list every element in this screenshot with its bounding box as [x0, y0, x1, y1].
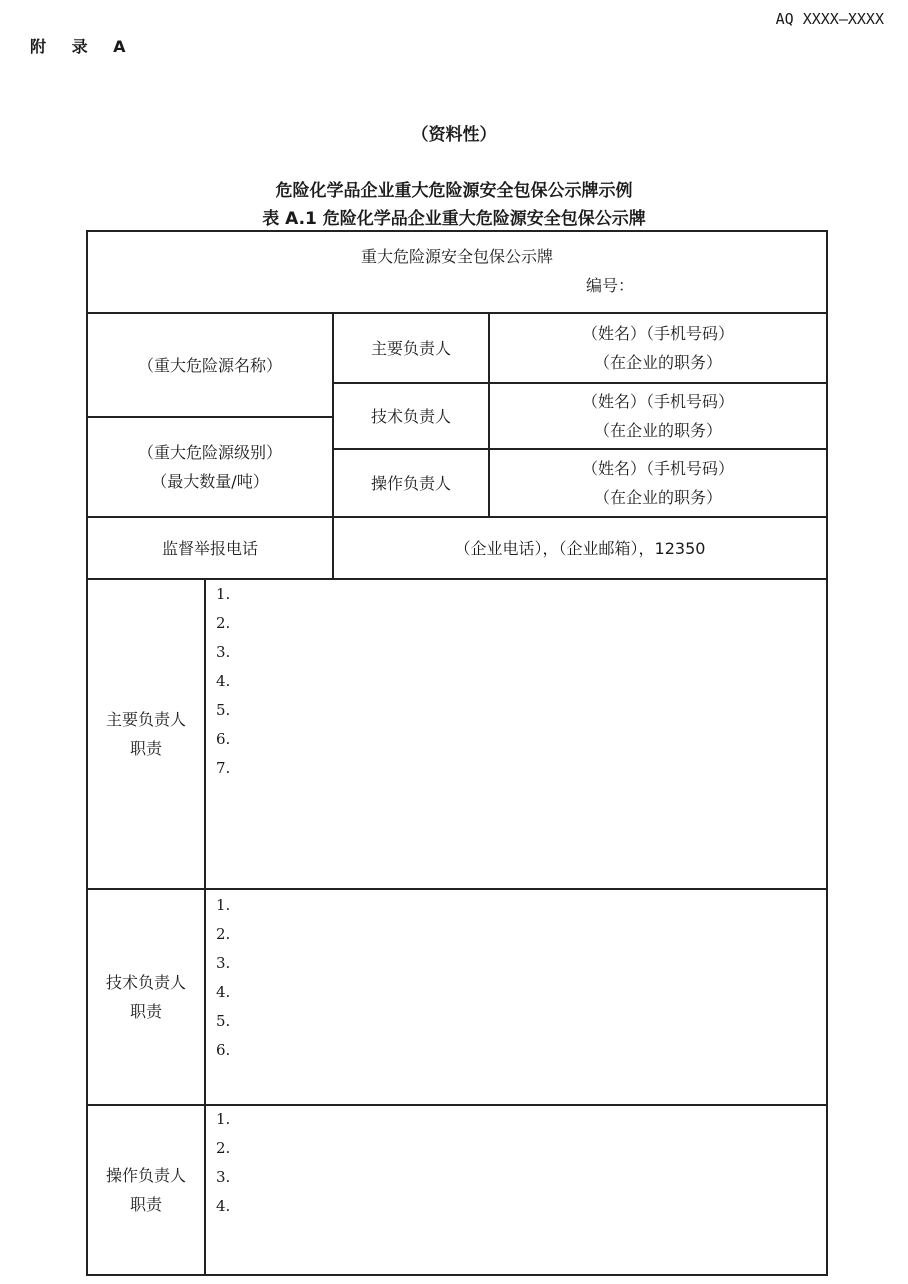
list-item: 3. [216, 643, 231, 661]
list-item: 3. [216, 954, 231, 972]
hotline-value: （企业电话），（企业邮箱），12350 [454, 538, 706, 558]
list-item: 2. [216, 925, 231, 943]
table-title: 表 A.1 危险化学品企业重大危险源安全包保公示牌 [262, 209, 646, 229]
hazard-level-quantity [88, 418, 332, 516]
duty-list [216, 891, 230, 1065]
board-heading: 重大危险源安全包保公示牌 [360, 246, 553, 266]
list-item: 4. [216, 1197, 231, 1215]
document-code: AQ XXXX—XXXX [775, 10, 884, 28]
board-number-label: 编号： [586, 276, 635, 295]
hotline-label: 监督举报电话 [161, 538, 258, 558]
informative-note: （资料性） [411, 125, 497, 145]
appendix-label: 附 录 A [30, 37, 136, 56]
list-item: 4. [216, 983, 231, 1001]
main-title: 危险化学品企业重大危险源安全包保公示牌示例 [275, 181, 633, 201]
role-contact: （姓名）（手机号码） （在企业的职务） [581, 324, 734, 372]
list-item: 3. [216, 1168, 231, 1186]
list-item: 5. [216, 701, 231, 719]
role-label: 技术负责人 [370, 406, 451, 426]
list-item: 6. [216, 730, 231, 748]
list-item: 1. [216, 896, 231, 914]
duty-title: 技术负责人 职责 [105, 973, 186, 1021]
max-quantity: （最大数量/吨） [151, 472, 269, 491]
role-label: 主要负责人 [370, 338, 451, 358]
role-label: 操作负责人 [370, 473, 451, 493]
duty-list [216, 1105, 230, 1221]
duty-title: 操作负责人 职责 [105, 1166, 186, 1214]
duty-list [216, 580, 230, 783]
hazard-level: （重大危险源级别） [137, 443, 282, 462]
list-item: 6. [216, 1041, 231, 1059]
list-item: 2. [216, 614, 231, 632]
role-contact: （姓名）（手机号码） （在企业的职务） [581, 459, 734, 507]
hazard-name: （重大危险源名称） [137, 355, 282, 375]
list-item: 1. [216, 585, 231, 603]
list-item: 2. [216, 1139, 231, 1157]
list-item: 7. [216, 759, 231, 777]
duty-title: 主要负责人 职责 [105, 710, 186, 758]
list-item: 5. [216, 1012, 231, 1030]
list-item: 1. [216, 1110, 231, 1128]
role-contact: （姓名）（手机号码） （在企业的职务） [581, 392, 734, 440]
list-item: 4. [216, 672, 231, 690]
